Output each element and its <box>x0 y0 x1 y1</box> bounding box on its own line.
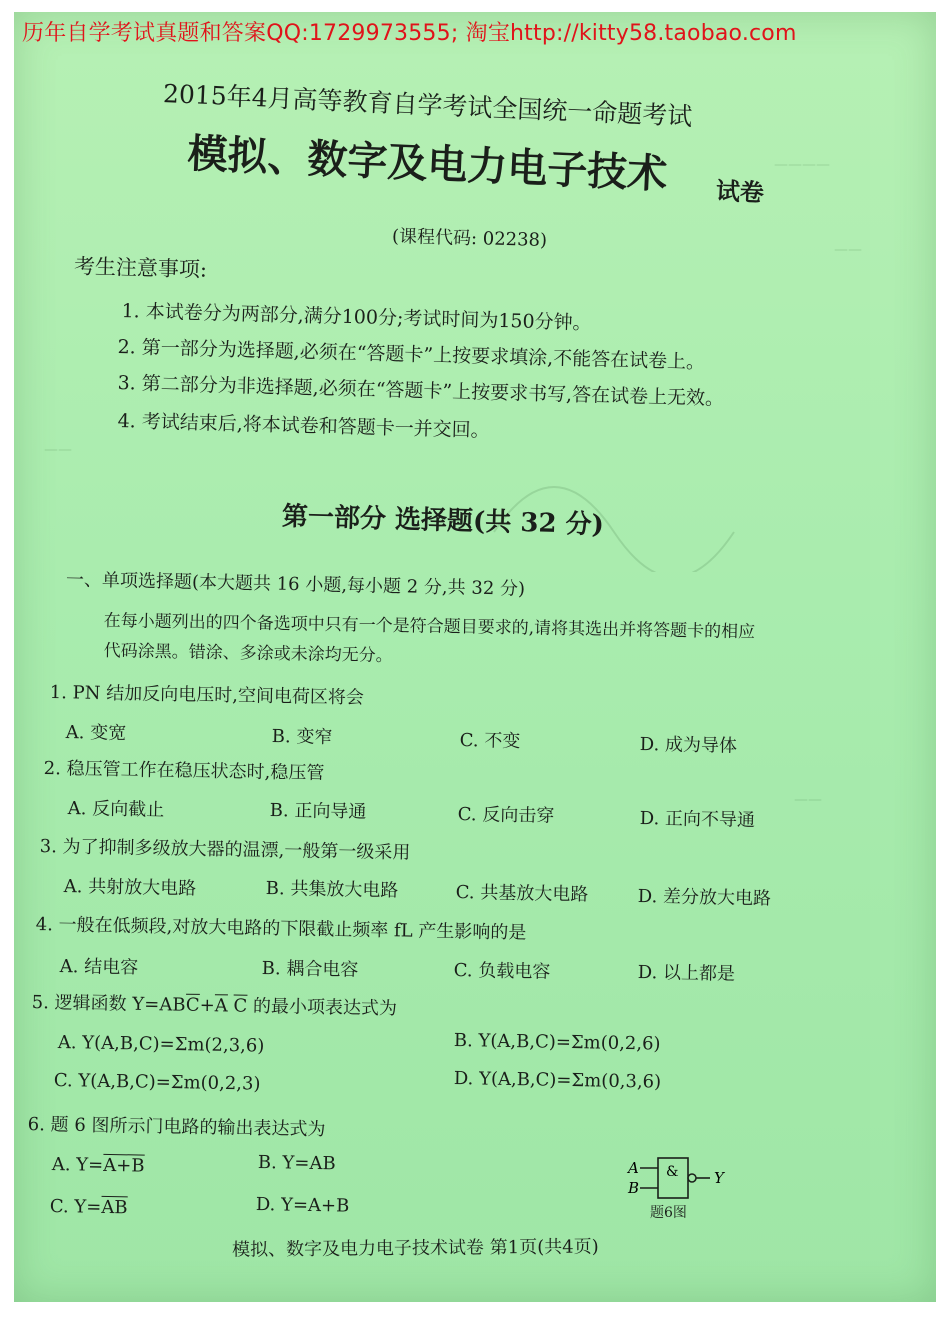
bleed-through: —— <box>794 792 822 808</box>
title-suffix: 试卷 <box>715 175 765 208</box>
instruction-text: 在每小题列出的四个备选项中只有一个是符合题目要求的,请将其选出并将答题卡的相应 <box>103 610 756 643</box>
gate-label-b: B <box>628 1179 640 1197</box>
option-b: B. Y=AB <box>257 1152 336 1175</box>
notice-item: 1. 本试卷分为两部分,满分100分;考试时间为150分钟。 <box>121 299 592 335</box>
watermark-text: 历年自学考试真题和答案QQ:1729973555; 淘宝http://kitty58.taobao.com <box>22 21 797 46</box>
option-d: D. Y=A+B <box>255 1194 350 1217</box>
question-stem: 1. PN 结加反向电压时,空间电荷区将会 <box>49 681 365 709</box>
option-b: B. Y(A,B,C)=Σm(0,2,6) <box>453 1030 661 1055</box>
option-a: A. Y(A,B,C)=Σm(2,3,6) <box>57 1032 265 1057</box>
option-a: A. 反向截止 <box>67 797 165 821</box>
gate-bubble <box>688 1174 696 1182</box>
stem-c2-bar: $\overline{C}$ <box>233 995 248 1017</box>
part-title: 第一部分 选择题(共 32 分) <box>281 501 605 541</box>
option-c: C. 共基放大电路 <box>455 881 589 906</box>
question-stem: 4. 一般在低频段,对放大电路的下限截止频率 fL 产生影响的是 <box>35 913 527 944</box>
course-code: (课程代码: 02238) <box>391 225 548 252</box>
question-stem <box>32 988 398 1020</box>
option-c-prefix: C. Y= <box>49 1196 102 1218</box>
gate-symbol: & <box>666 1164 679 1180</box>
stem-plus: + <box>199 994 215 1017</box>
gate-label-a: A <box>628 1159 639 1177</box>
option-d: D. 正向不导通 <box>639 807 756 832</box>
option-c-bar: $\overline{AB}$ <box>101 1196 128 1219</box>
option-c: C. 反向击穿 <box>457 803 555 827</box>
option-b: B. 正向导通 <box>269 799 367 823</box>
exam-page <box>14 12 936 1302</box>
option-a: A. 结电容 <box>59 955 139 979</box>
page-title: 模拟、数字及电力电子技术 <box>186 129 669 198</box>
notice-item: 4. 考试结束后,将本试卷和答题卡一并交回。 <box>117 409 490 442</box>
option-c: C. 负载电容 <box>453 959 551 983</box>
question-stem: 3. 为了抑制多级放大器的温漂,一般第一级采用 <box>39 835 411 864</box>
notice-item: 2. 第一部分为选择题,必须在“答题卡”上按要求填涂,不能答在试卷上。 <box>117 335 706 374</box>
bleed-through: ———— <box>774 157 830 173</box>
stem-c-bar: $\overline{C}$ <box>185 994 200 1016</box>
option-c: C. 不变 <box>459 729 521 753</box>
option-c <box>50 1196 128 1218</box>
option-d: D. 差分放大电路 <box>637 885 772 910</box>
option-d: D. 以上都是 <box>637 961 736 985</box>
stem-a-bar: $\overline{A}$ <box>214 995 228 1017</box>
bleed-through: —— <box>44 442 72 458</box>
option-a-prefix: A. Y= <box>51 1154 104 1176</box>
option-a <box>52 1154 145 1177</box>
option-d: D. 成为导体 <box>639 733 738 757</box>
option-b: B. 耦合电容 <box>261 957 359 981</box>
bleed-through: —— <box>834 242 862 258</box>
stem-prefix: 5. 逻辑函数 Y=AB <box>31 991 187 1016</box>
option-b: B. 共集放大电路 <box>265 877 399 902</box>
exam-header: 2015年4月高等教育自学考试全国统一命题考试 <box>162 78 693 132</box>
option-b: B. 变窄 <box>271 725 333 749</box>
page-footer: 模拟、数字及电力电子技术试卷 第1页(共4页) <box>231 1236 599 1261</box>
notice-item: 3. 第二部分为非选择题,必须在“答题卡”上按要求书写,答在试卷上无效。 <box>117 371 725 410</box>
option-c: C. Y(A,B,C)=Σm(0,2,3) <box>53 1070 261 1095</box>
question-stem: 6. 题 6 图所示门电路的输出表达式为 <box>27 1113 326 1141</box>
section-heading: 一、单项选择题(本大题共 16 小题,每小题 2 分,共 32 分) <box>65 569 526 600</box>
option-a: A. 变宽 <box>65 721 127 745</box>
option-a: A. 共射放大电路 <box>63 875 197 900</box>
figure-caption: 题6图 <box>650 1205 687 1221</box>
gate-label-y: Y <box>714 1169 724 1187</box>
stem-suffix: 的最小项表达式为 <box>247 995 398 1020</box>
option-d: D. Y(A,B,C)=Σm(0,3,6) <box>453 1068 662 1093</box>
question-stem: 2. 稳压管工作在稳压状态时,稳压管 <box>43 757 325 784</box>
instruction-text: 代码涂黑。错涂、多涂或未涂均无分。 <box>103 640 393 667</box>
option-a-bar: A+B <box>103 1154 145 1177</box>
notice-heading: 考生注意事项: <box>73 254 208 282</box>
